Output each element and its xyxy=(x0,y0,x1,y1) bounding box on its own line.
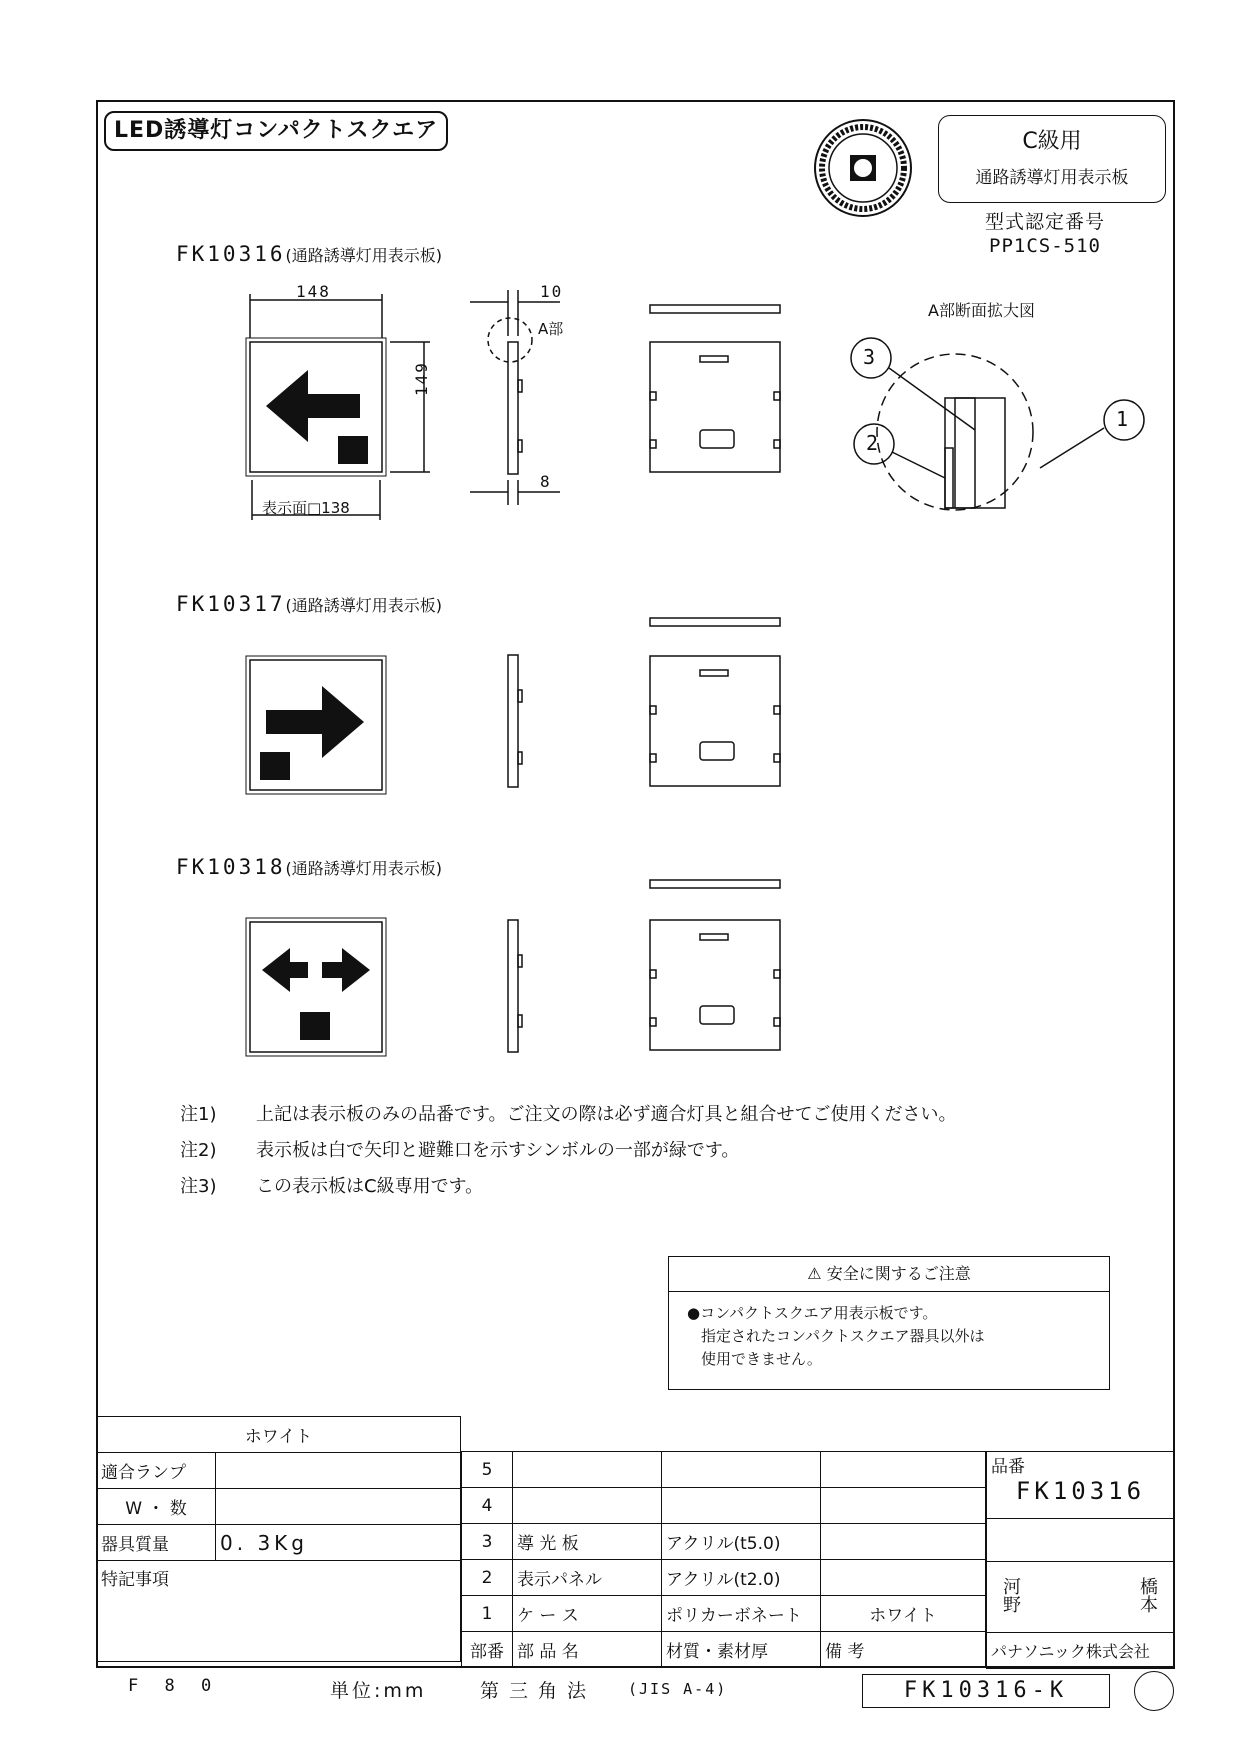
class-label: C級用 xyxy=(1022,129,1082,154)
part-note xyxy=(821,1488,986,1524)
right-arrow-icon xyxy=(322,948,370,992)
exit-symbol-icon xyxy=(260,752,290,780)
left-arrow-icon xyxy=(266,370,360,442)
part-material xyxy=(662,1452,821,1488)
dim-height: 149 xyxy=(412,361,431,396)
revision-circle-icon xyxy=(1134,1671,1174,1711)
callout-1: 1 xyxy=(1116,407,1129,431)
part-material xyxy=(662,1488,821,1524)
color-cell: ホワイト xyxy=(97,1417,461,1453)
part-material: アクリル(t5.0) xyxy=(662,1524,821,1560)
left-arrow-icon xyxy=(262,948,308,992)
part-note xyxy=(821,1524,986,1560)
spec-value xyxy=(216,1453,461,1489)
callout-3: 3 xyxy=(863,345,876,369)
company-name: パナソニック株式会社 xyxy=(987,1633,1175,1669)
dim-width: 148 xyxy=(296,282,331,301)
part-material: ポリカーボネート xyxy=(662,1596,821,1632)
safety-line-2: 指定されたコンパクトスクエア器具以外は xyxy=(701,1327,985,1345)
product-label-2: FK10317(通路誘導灯用表示板) xyxy=(176,592,443,616)
exit-symbol-icon xyxy=(338,436,368,464)
part-name xyxy=(513,1452,662,1488)
safety-header: ⚠ 安全に関するご注意 xyxy=(669,1257,1109,1292)
right-arrow-icon xyxy=(266,686,364,758)
note-1: 注1) 上記は表示板のみの品番です。ご注文の際は必ず適合灯具と組合せてご使用ください。 xyxy=(180,1104,957,1125)
part-name: 表示パネル xyxy=(513,1560,662,1596)
exit-symbol-icon xyxy=(300,1012,330,1040)
spec-value: 0. 3Kg xyxy=(216,1525,461,1561)
spec-table xyxy=(96,1416,461,1662)
detail-title: A部断面拡大図 xyxy=(928,301,1035,320)
part-note xyxy=(821,1560,986,1596)
certification-number: PP1CS-510 xyxy=(989,235,1101,257)
spec-label: 適合ランプ xyxy=(97,1453,216,1489)
footer-code: F 8 0 xyxy=(128,1676,220,1696)
spec-label: W ・ 数 xyxy=(97,1489,216,1525)
product-label-1: FK10316(通路誘導灯用表示板) xyxy=(176,242,443,266)
product-label-3: FK10318(通路誘導灯用表示板) xyxy=(176,855,443,879)
safety-line-3: 使用できません。 xyxy=(701,1350,822,1368)
spec-label: 特記事項 xyxy=(97,1561,461,1662)
title-block xyxy=(986,1451,1175,1669)
callout-2: 2 xyxy=(866,431,879,455)
safety-notice xyxy=(668,1256,1110,1390)
part-number-label: 品番 xyxy=(991,1457,1025,1477)
header-name: 部 品 名 xyxy=(513,1632,662,1668)
header-note: 備 考 xyxy=(821,1632,986,1668)
part-name: ケ ー ス xyxy=(513,1596,662,1632)
part-no: 4 xyxy=(462,1488,513,1524)
part-name xyxy=(513,1488,662,1524)
certification-label: 型式認定番号 xyxy=(984,211,1105,233)
dim-thickness-bottom: 8 xyxy=(540,472,552,491)
part-a-label: A部 xyxy=(538,320,564,338)
part-no: 3 xyxy=(462,1524,513,1560)
footer-projection: 第三角法 xyxy=(480,1680,597,1702)
footer-standard: (JIS A-4) xyxy=(628,1680,728,1698)
part-no: 2 xyxy=(462,1560,513,1596)
part-number: FK10316 xyxy=(1015,1477,1146,1505)
warning-icon: ⚠ xyxy=(807,1264,827,1283)
header-material: 材質・素材厚 xyxy=(662,1632,821,1668)
part-name: 導 光 板 xyxy=(513,1524,662,1560)
part-note: ホワイト xyxy=(821,1596,986,1632)
part-no: 5 xyxy=(462,1452,513,1488)
blank-cell xyxy=(987,1519,1175,1562)
part-no: 1 xyxy=(462,1596,513,1632)
spec-label: 器具質量 xyxy=(97,1525,216,1561)
spec-value xyxy=(216,1489,461,1525)
footer-unit: 単位:mm xyxy=(330,1680,427,1702)
part-material: アクリル(t2.0) xyxy=(662,1560,821,1596)
names-cell: 河 橋 野 本 xyxy=(987,1562,1175,1633)
part-number-cell xyxy=(987,1452,1175,1519)
header-no: 部番 xyxy=(462,1632,513,1668)
dim-thickness-top: 10 xyxy=(540,282,564,301)
class-sub-label: 通路誘導灯用表示板 xyxy=(975,168,1129,188)
dim-display-face: 表示面□138 xyxy=(262,499,350,517)
drawing-number: FK10316-K xyxy=(862,1674,1110,1708)
parts-table xyxy=(461,1451,986,1668)
note-3: 注3) この表示板はC級専用です。 xyxy=(180,1176,484,1197)
part-note xyxy=(821,1452,986,1488)
title-badge: LED誘導灯コンパクトスクエア xyxy=(104,111,448,151)
note-2: 注2) 表示板は白で矢印と避難口を示すシンボルの一部が緑です。 xyxy=(180,1140,740,1161)
safety-line-1: ●コンパクトスクエア用表示板です。 xyxy=(687,1304,938,1322)
